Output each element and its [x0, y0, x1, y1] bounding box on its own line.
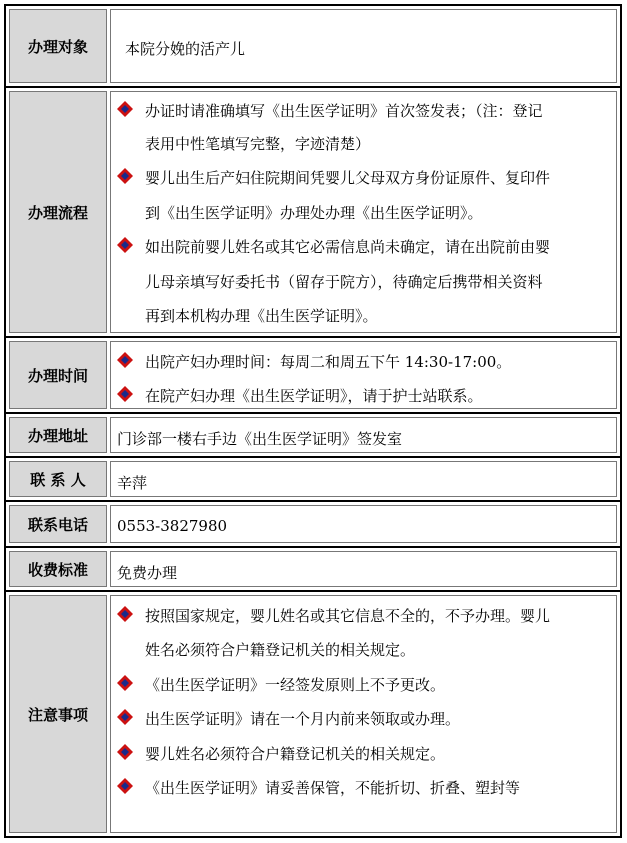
process-item-2-line-1: 婴儿出生后产妇住院期间凭婴儿父母双方身份证原件、复印件: [145, 169, 551, 187]
content-fee: [110, 551, 617, 587]
time-item-1: 出院产妇办理时间：每周二和周五下午 14:30-17:00。: [145, 353, 512, 371]
content-notes: [110, 595, 617, 833]
row-address: [6, 414, 620, 456]
notes-item-4: 婴儿姓名必须符合户籍登记机关的相关规定。: [145, 745, 446, 763]
address-text: 门诊部一楼右手边《出生医学证明》签发室: [117, 430, 403, 448]
diamond-bullet-icon: [117, 778, 133, 794]
row-fee: [6, 548, 620, 590]
phone-number: 0553-3827980: [117, 517, 228, 535]
label-time: 办理时间: [9, 341, 107, 409]
content-phone: [110, 505, 617, 543]
notes-item-1-line-2: 姓名必须符合户籍登记机关的相关规定。: [145, 641, 416, 659]
diamond-bullet-icon: [117, 606, 133, 622]
content-time: [110, 341, 617, 409]
row-process: [6, 88, 620, 336]
label-fee: 收费标准: [9, 551, 107, 587]
row-phone: [6, 502, 620, 546]
diamond-bullet-icon: [117, 744, 133, 760]
diamond-bullet-icon: [117, 709, 133, 725]
process-item-2-line-2: 到《出生医学证明》办理处办理《出生医学证明》。: [145, 204, 483, 222]
label-phone: 联系电话: [9, 505, 107, 543]
content-process: [110, 91, 617, 333]
diamond-bullet-icon: [117, 386, 133, 402]
diamond-bullet-icon: [117, 101, 133, 117]
notes-item-5: 《出生医学证明》请妥善保管，不能折切、折叠、塑封等: [145, 779, 521, 797]
row-contact: [6, 458, 620, 500]
label-target: 办理对象: [9, 9, 107, 83]
fee-text: 免费办理: [117, 564, 178, 582]
content-contact: [110, 461, 617, 497]
time-item-2: 在院产妇办理《出生医学证明》，请于护士站联系。: [145, 387, 483, 405]
label-address: 办理地址: [9, 417, 107, 453]
label-contact: 联 系 人: [9, 461, 107, 497]
target-text: 本院分娩的活产儿: [125, 40, 246, 58]
contact-name: 辛萍: [117, 474, 148, 492]
row-time: [6, 338, 620, 412]
content-address: [110, 417, 617, 453]
process-item-1-line-1: 办证时请准确填写《出生医学证明》首次签发表；（注：登记: [145, 102, 543, 120]
diamond-bullet-icon: [117, 352, 133, 368]
diamond-bullet-icon: [117, 237, 133, 253]
process-item-3-line-3: 再到本机构办理《出生医学证明》。: [145, 307, 378, 325]
diamond-bullet-icon: [117, 675, 133, 691]
notes-item-1-line-1: 按照国家规定，婴儿姓名或其它信息不全的，不予办理。婴儿: [145, 607, 551, 625]
process-item-3-line-1: 如出院前婴儿姓名或其它必需信息尚未确定，请在出院前由婴: [145, 238, 551, 256]
row-notes: [6, 592, 620, 836]
label-process: 办理流程: [9, 91, 107, 333]
label-notes: 注意事项: [9, 595, 107, 833]
info-table: [4, 4, 622, 838]
row-target: [6, 6, 620, 86]
process-item-1-line-2: 表用中性笔填写完整，字迹清楚）: [145, 135, 371, 153]
notes-item-3: 出生医学证明》请在一个月内前来领取或办理。: [145, 710, 461, 728]
notes-item-2: 《出生医学证明》一经签发原则上不予更改。: [145, 676, 446, 694]
diamond-bullet-icon: [117, 168, 133, 184]
content-target: [110, 9, 617, 83]
process-item-3-line-2: 儿母亲填写好委托书（留存于院方），待确定后携带相关资料: [145, 273, 543, 291]
